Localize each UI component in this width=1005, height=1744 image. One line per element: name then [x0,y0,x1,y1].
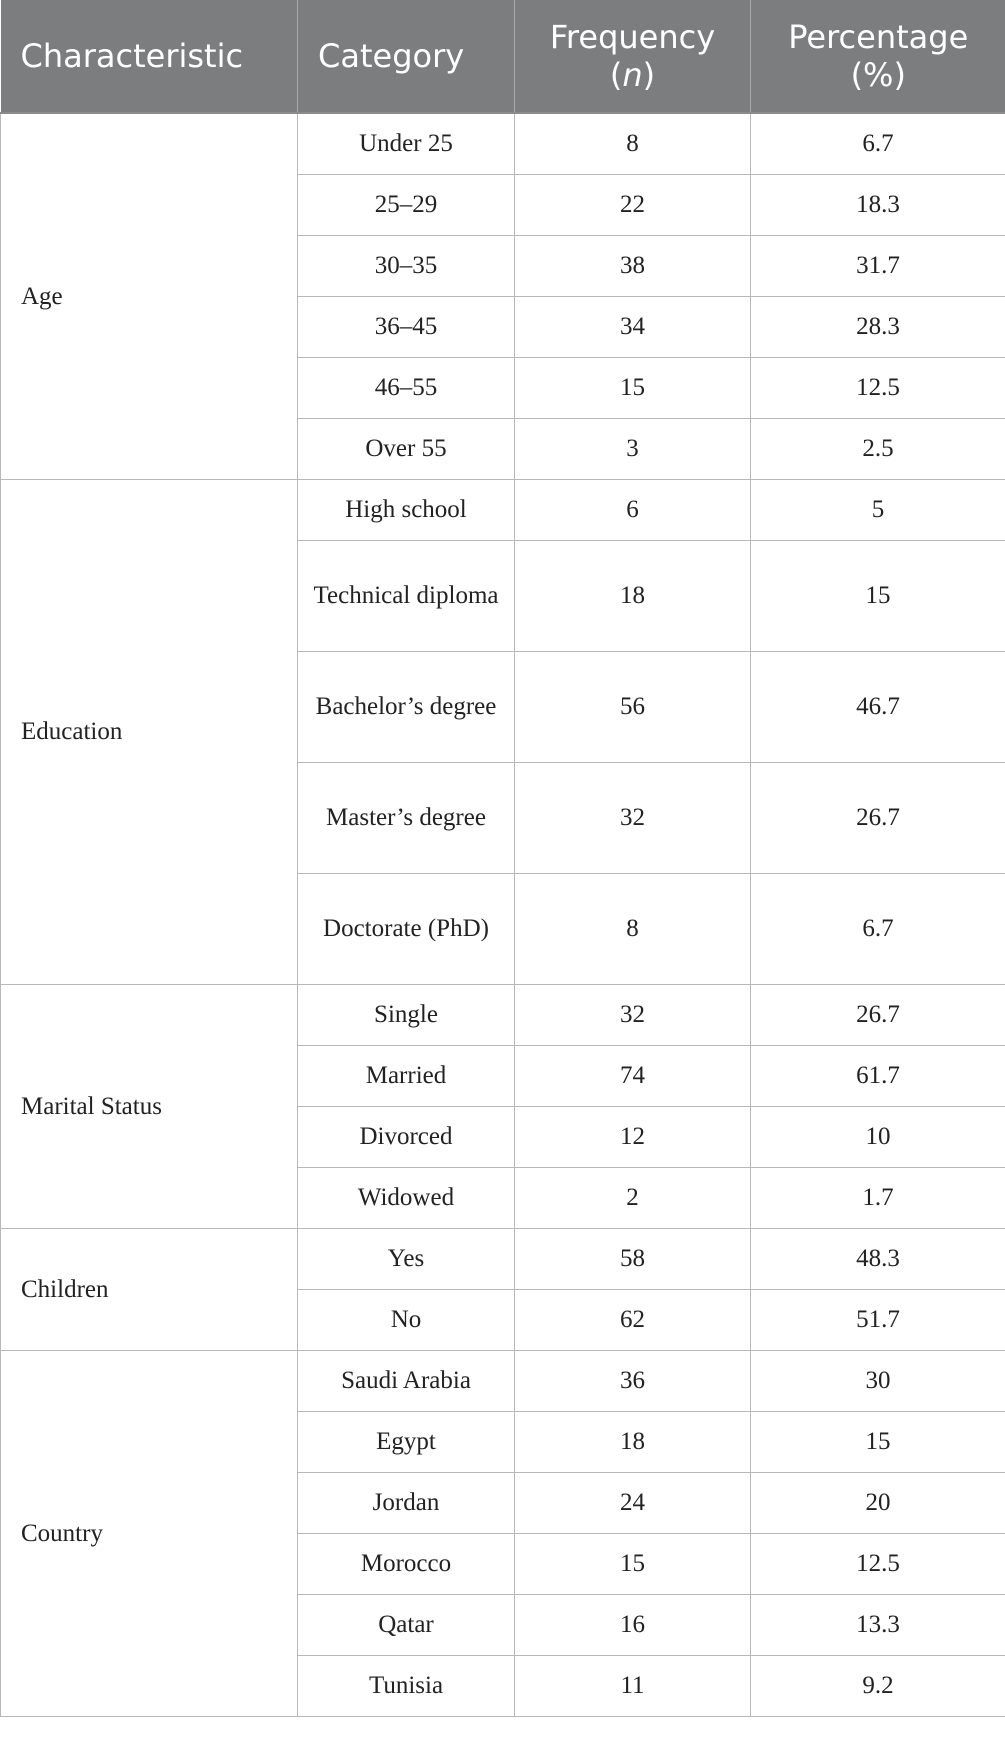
percentage-cell: 26.7 [751,763,1005,874]
percentage-cell: 15 [751,1412,1005,1473]
percentage-cell: 51.7 [751,1290,1005,1351]
category-cell: 46–55 [298,358,515,419]
frequency-cell: 38 [515,236,751,297]
header-frequency-unit: n [622,56,643,94]
category-cell: Tunisia [298,1656,515,1717]
percentage-cell: 26.7 [751,985,1005,1046]
percentage-cell: 13.3 [751,1595,1005,1656]
frequency-cell: 16 [515,1595,751,1656]
category-cell: Qatar [298,1595,515,1656]
percentage-cell: 48.3 [751,1229,1005,1290]
percentage-cell: 31.7 [751,236,1005,297]
category-cell: Bachelor’s degree [298,652,515,763]
category-cell: Yes [298,1229,515,1290]
category-cell: Master’s degree [298,763,515,874]
category-cell: Married [298,1046,515,1107]
group-label-age: Age [1,113,298,480]
frequency-cell: 24 [515,1473,751,1534]
category-cell: Over 55 [298,419,515,480]
frequency-cell: 2 [515,1168,751,1229]
category-cell: No [298,1290,515,1351]
frequency-cell: 11 [515,1656,751,1717]
table-body [1,113,1005,1717]
header-characteristic: Characteristic [1,0,298,113]
frequency-cell: 15 [515,358,751,419]
frequency-cell: 34 [515,297,751,358]
group-label-education: Education [1,480,298,985]
frequency-cell: 15 [515,1534,751,1595]
header-percentage-label: Percentage [788,18,969,56]
frequency-cell: 56 [515,652,751,763]
table-header [1,0,1005,113]
header-row [1,0,1005,113]
frequency-cell: 62 [515,1290,751,1351]
frequency-cell: 58 [515,1229,751,1290]
percentage-cell: 15 [751,541,1005,652]
table-row [1,1229,1005,1290]
category-cell: Doctorate (PhD) [298,874,515,985]
frequency-cell: 3 [515,419,751,480]
group-label-children: Children [1,1229,298,1351]
percentage-cell: 6.7 [751,874,1005,985]
table-row [1,113,1005,175]
group-label-marital-status: Marital Status [1,985,298,1229]
header-percentage-unit: (%) [850,56,906,94]
percentage-cell: 46.7 [751,652,1005,763]
category-cell: Divorced [298,1107,515,1168]
category-cell: Morocco [298,1534,515,1595]
percentage-cell: 6.7 [751,113,1005,175]
frequency-cell: 32 [515,985,751,1046]
category-cell: High school [298,480,515,541]
percentage-cell: 12.5 [751,358,1005,419]
frequency-cell: 18 [515,1412,751,1473]
category-cell: Jordan [298,1473,515,1534]
category-cell: 25–29 [298,175,515,236]
percentage-cell: 18.3 [751,175,1005,236]
frequency-cell: 32 [515,763,751,874]
category-cell: Technical diploma [298,541,515,652]
table-row [1,480,1005,541]
percentage-cell: 9.2 [751,1656,1005,1717]
percentage-cell: 20 [751,1473,1005,1534]
percentage-cell: 61.7 [751,1046,1005,1107]
frequency-cell: 36 [515,1351,751,1412]
category-cell: 36–45 [298,297,515,358]
header-category: Category [298,0,515,113]
percentage-cell: 5 [751,480,1005,541]
percentage-cell: 2.5 [751,419,1005,480]
percentage-cell: 30 [751,1351,1005,1412]
percentage-cell: 28.3 [751,297,1005,358]
frequency-cell: 18 [515,541,751,652]
table-row [1,1351,1005,1412]
frequency-cell: 74 [515,1046,751,1107]
category-cell: Egypt [298,1412,515,1473]
category-cell: Under 25 [298,113,515,175]
header-frequency-label: Frequency [549,18,716,56]
frequency-cell: 22 [515,175,751,236]
category-cell: Widowed [298,1168,515,1229]
frequency-cell: 8 [515,874,751,985]
table-row [1,985,1005,1046]
percentage-cell: 12.5 [751,1534,1005,1595]
header-frequency: Frequency (n) [515,0,751,113]
frequency-cell: 6 [515,480,751,541]
frequency-cell: 8 [515,113,751,175]
group-label-country: Country [1,1351,298,1717]
category-cell: Saudi Arabia [298,1351,515,1412]
percentage-cell: 10 [751,1107,1005,1168]
category-cell: Single [298,985,515,1046]
percentage-cell: 1.7 [751,1168,1005,1229]
header-percentage [751,0,1005,113]
category-cell: 30–35 [298,236,515,297]
frequency-cell: 12 [515,1107,751,1168]
